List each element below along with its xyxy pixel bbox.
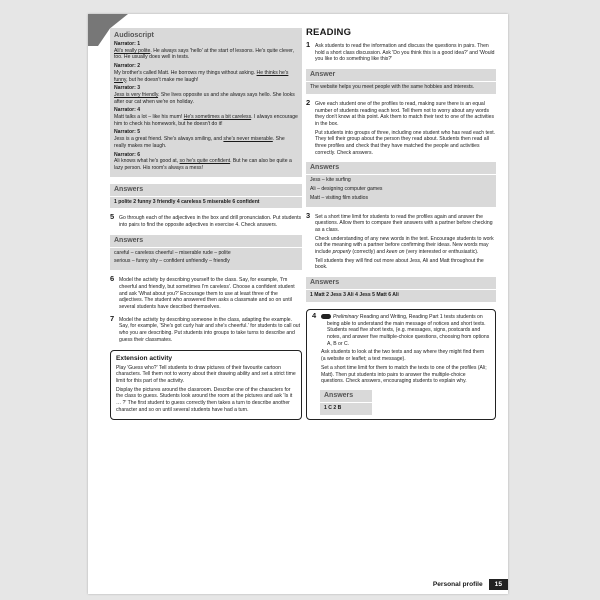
audioscript-box	[110, 28, 302, 177]
extension-paragraph: Play 'Guess who?' Tell students to draw pictures of their favourite cartoon characters. Tell them not to worry about their drawing ability and set a strict time limit for this part of the activity.	[116, 364, 296, 384]
instruction-text: Model the activity by describing yourself to the class. Say, for example, 'I'm cheerful and friendly, but sometimes I'm careless'. Choose a confident student and ask 'What about you?' Encourage them to use at least three of the adjectives. The student who answered then asks a classmate and so on until several students have described themselves.	[119, 277, 295, 310]
audioscript-line: Matt talks a lot – like his mum! He's sometimes a bit careless. I always encourage him to check his homework, but he doesn't do it!	[114, 114, 298, 127]
instruction-number: 3	[306, 210, 311, 220]
instruction-number: 1	[306, 40, 311, 49]
answers-line: Matt – visiting film studios	[310, 194, 369, 201]
answers-box-reading-3	[306, 277, 496, 302]
narrator-label: Narrator: 2	[114, 63, 141, 70]
instruction-text: Model the activity by describing someone in the class, adapting the example. Say, for example, 'She's got curly hair and she's cheerful.' for students to call out who you are describing. Put students into groups to take turns to describe and guess their classmates.	[119, 316, 301, 343]
narrator-label: Narrator: 1	[114, 41, 141, 47]
answers-box-reading-2	[306, 162, 496, 206]
answers-line: Ali – designing computer games	[310, 186, 383, 193]
exam-tip-icon	[321, 314, 331, 319]
instruction-2	[306, 97, 496, 157]
answer-text: The website helps you meet people with the same hobbies and interests.	[310, 84, 475, 91]
instruction-paragraph	[315, 236, 496, 256]
answers-title: Answers	[110, 184, 302, 197]
answers-title: Answers	[110, 235, 302, 248]
right-column	[306, 28, 496, 420]
instruction-paragraph	[321, 314, 490, 348]
exam-task-box	[306, 309, 496, 420]
extension-paragraph: Display the pictures around the classroom. Describe one of the characters for the class to guess. Students look around the room at the pictures and ask 'Is it … ?' The first student to guess correctly then takes a turn to describe another character and so on until several students have had a turn.	[116, 386, 293, 413]
page-number: 15	[489, 579, 508, 590]
emphasis-word: keen on	[386, 249, 405, 256]
page-footer	[433, 579, 508, 590]
text-run: Check understanding of any new words in the text. Encourage students to work out the meaning with a partner before confirming their ideas. New words may include	[315, 235, 494, 256]
instruction-paragraph: Ask students to look at the two texts and say where they might find them (a website or leaflet; a text message).	[321, 349, 485, 363]
extension-title: Extension activity	[116, 354, 173, 362]
instruction-text: Go through each of the adjectives in the box and drill pronunciation. Put students into pairs to find the opposite adjectives in exercise 4. Check answers.	[119, 215, 302, 229]
instruction-1	[306, 40, 496, 63]
instruction-paragraph: Put students into groups of three, including one student who has read each text. They tell their group about the person they read about. Students then read all three profiles and check that they have matched the people and activities correctly. Check answers.	[315, 129, 496, 156]
answer-box-reading-1	[306, 69, 496, 94]
text-run: Reading and Writing, Reading Part 1 tests students on being able to understand the main message of notices and short texts. Students read five short texts, (e.g. messages, signs, postcards and notes, and answer five multiple-choice questions, choosing from options A, B or C.	[327, 313, 490, 347]
text-run: (correctly) and	[350, 249, 387, 256]
left-column	[110, 28, 302, 420]
instruction-4	[312, 310, 490, 385]
footer-label: Personal profile	[432, 581, 483, 588]
audioscript-line: Ali's really polite. He always says 'hello' at the start of lessons. He's quite clever, too. He usually does well in tests.	[114, 47, 295, 61]
answers-text: 1 C 2 B	[324, 404, 342, 411]
answer-title: Answer	[306, 69, 496, 82]
audioscript-line: My brother's called Matt. He borrows my things without asking. He thinks he's funny, but he doesn't make me laugh!	[114, 69, 289, 83]
emphasis-word: properly	[332, 249, 351, 256]
narrator-label: Narrator: 3	[114, 85, 141, 92]
instruction-number: 6	[110, 274, 115, 284]
instruction-3	[306, 210, 496, 272]
extension-activity-box	[110, 350, 302, 421]
instruction-5	[110, 212, 302, 229]
workbook-page	[88, 14, 508, 594]
section-heading: READING	[306, 27, 352, 38]
instruction-paragraph: Tell students they will find out more about Jess, Ali and Matt throughout the book.	[315, 257, 484, 271]
audioscript-line: Jess is very friendly. She lives opposite us and she always says hello. She looks after our cat when we're on holiday.	[114, 91, 295, 105]
answers-title: Answers	[306, 162, 496, 175]
instruction-number: 2	[306, 97, 311, 107]
narrator-label: Narrator: 4	[114, 107, 141, 114]
answers-title: Answers	[320, 390, 372, 403]
text-run: (very interested or enthusiastic).	[404, 249, 479, 256]
instruction-number: 5	[110, 212, 115, 222]
answers-line: careful – careless cheerful – miserable rude – polite	[114, 249, 231, 256]
instruction-number: 7	[110, 313, 115, 323]
answers-title: Answers	[306, 277, 496, 290]
instruction-paragraph: Set a short time limit for them to match the texts to one of the profiles (Ali; Matt). Then put students into pairs to answer the multiple-choice questions. Check answers, encouraging students to explain why.	[321, 364, 487, 385]
instruction-paragraph: Set a short time limit for students to read the profiles again and answer the questions. Allow them to compare their answers with a partner before checking as a class.	[315, 213, 493, 233]
answers-box-2	[110, 235, 302, 270]
answers-text: 1 Matt 2 Jess 3 Ali 4 Jess 5 Matt 6 Ali	[310, 292, 399, 299]
instruction-number: 4	[312, 310, 317, 320]
narrator-label: Narrator: 5	[114, 129, 141, 136]
instruction-text: Ask students to read the information and discuss the questions in pairs. Then hold a short class discussion. Ask 'Do you think this is a good idea?' and 'Would you like to do something like this?'	[315, 43, 495, 63]
instruction-6	[110, 274, 302, 311]
audioscript-line: Ali knows what he's good at, so he's quite confident. But he can also be quite a lazy person. His room's always a mess!	[114, 158, 292, 171]
narrator-label: Narrator: 6	[114, 151, 141, 158]
instruction-7	[110, 313, 302, 344]
answers-text: 1 polite 2 funny 3 friendly 4 careless 5 miserable 6 confident	[114, 198, 260, 205]
answers-line: serious – funny shy – confident unfriendly – friendly	[114, 258, 230, 265]
audioscript-title: Audioscript	[114, 30, 154, 39]
audioscript-entries	[114, 41, 298, 172]
audioscript-line: Jess is a great friend. She's always smiling, and she's never miserable. She really makes me laugh.	[114, 136, 285, 149]
answers-box-reading-4	[320, 390, 372, 415]
answers-box-1	[110, 184, 302, 209]
exam-name: Preliminary	[333, 313, 359, 320]
answers-line: Jess – kite surfing	[310, 177, 351, 184]
instruction-paragraph: Give each student one of the profiles to read, making sure there is an equal number of students reading each text. Tell them not to worry about any words they don't know at this point. Ask them to match their text to one of the activities in the box.	[315, 100, 495, 127]
